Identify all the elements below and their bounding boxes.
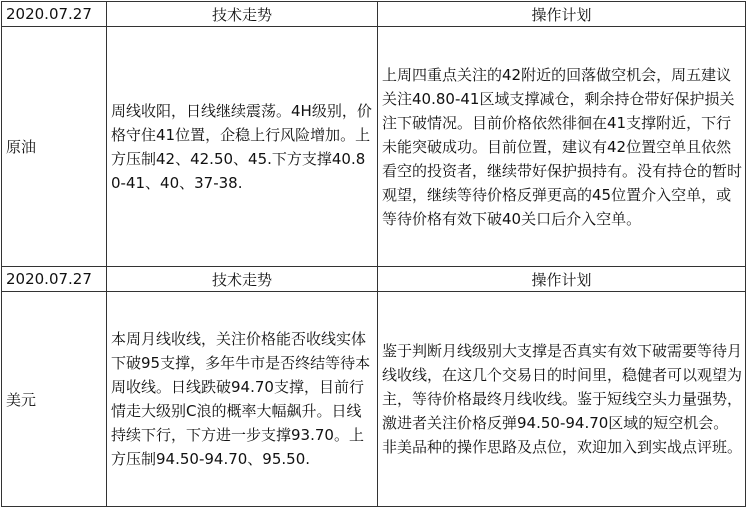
instrument-row	[2, 27, 746, 267]
section-header-row	[2, 2, 746, 27]
technical-analysis-text: 本周月线收线，关注价格能否收线实体下破95支撑，多年牛市是否终结等待本周收线。日线跌破94.70支撑，目前行情走大级别C浪的概率大幅飙升。日线持续下行，下方进一步支撑93.70。上方压制94.50-94.70、95.50.	[107, 292, 378, 507]
header-technical-trend: 技术走势	[107, 2, 378, 27]
technical-analysis-text: 周线收阳，日线继续震荡。4H级别，价格守住41位置，企稳上行风险增加。上方压制42、42.50、45.下方支撑40.80-41、40、37-38.	[107, 27, 378, 267]
operation-plan-text: 鉴于判断月线级别大支撑是否真实有效下破需要等待月线收线，在这几个交易日的时间里，稳健者可以观望为主，等待价格最终月线收线。鉴于短线空头力量强势，激进者关注价格反弹94.50-94.70区域的短空机会。非美品种的操作思路及点位，欢迎加入到实战点评班。	[378, 292, 746, 507]
date-cell: 2020.07.27	[2, 2, 107, 27]
section-header-row	[2, 267, 746, 292]
header-operation-plan: 操作计划	[378, 267, 746, 292]
date-cell: 2020.07.27	[2, 267, 107, 292]
instrument-name: 美元	[2, 292, 107, 507]
analysis-table	[1, 1, 746, 507]
header-operation-plan: 操作计划	[378, 2, 746, 27]
header-technical-trend: 技术走势	[107, 267, 378, 292]
instrument-name: 原油	[2, 27, 107, 267]
instrument-row	[2, 292, 746, 507]
operation-plan-text: 上周四重点关注的42附近的回落做空机会，周五建议关注40.80-41区域支撑减仓，剩余持仓带好保护损关注下破情况。目前价格依然徘徊在41支撑附近，下行未能突破成功。目前位置，建议有42位置空单且依然看空的投资者，继续带好保护损持有。没有持仓的暂时观望，继续等待价格反弹更高的45位置介入空单，或等待价格有效下破40关口后介入空单。	[378, 27, 746, 267]
